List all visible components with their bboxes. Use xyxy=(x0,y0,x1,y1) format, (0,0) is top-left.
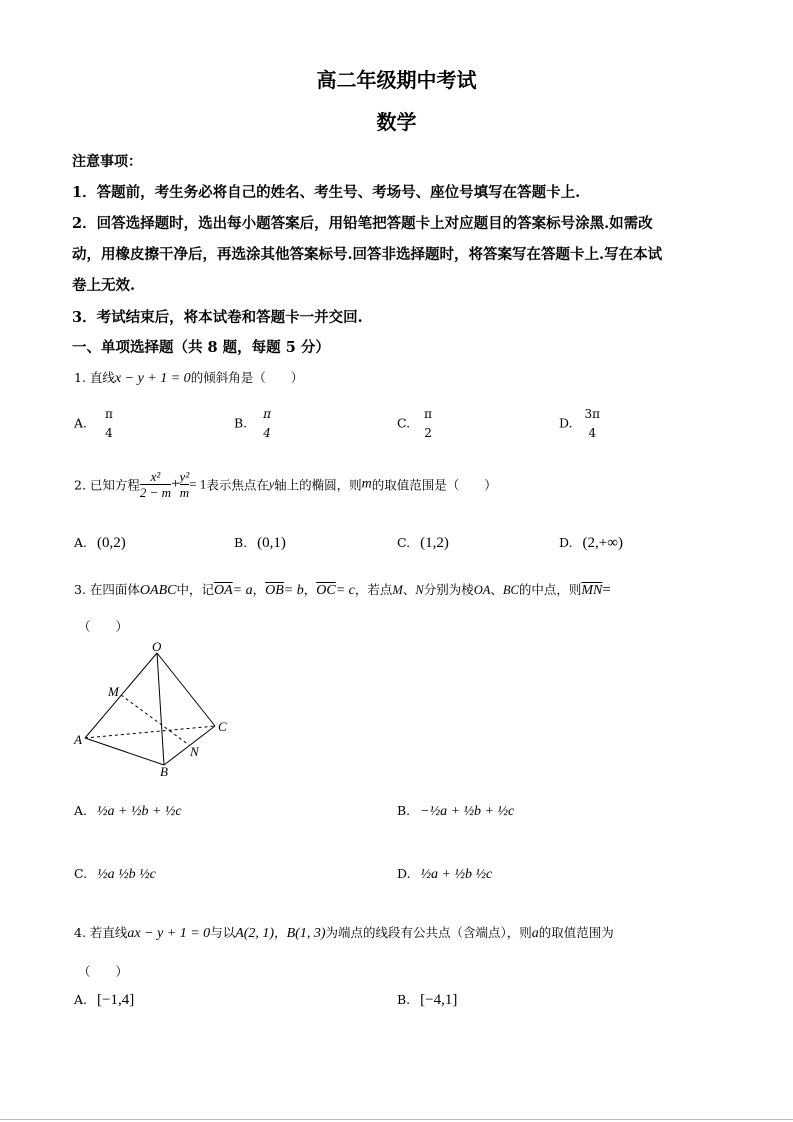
q4-paren: （ ） xyxy=(78,964,129,979)
q2-equals: = 1 xyxy=(189,476,207,492)
label-m: M xyxy=(108,684,119,699)
edge-ob xyxy=(157,653,164,765)
q3-option-d-label: D. xyxy=(397,866,411,881)
q4-line: ax − y + 1 = 0 xyxy=(127,926,211,941)
q4-mid1: 与以 xyxy=(210,925,236,940)
label-n: N xyxy=(190,744,199,759)
subject-title: 数学 xyxy=(376,110,417,134)
q2-var: m xyxy=(361,476,372,492)
q3-edge-bc: BC xyxy=(502,583,519,597)
q1-option-a[interactable] xyxy=(74,408,113,440)
q2-frac1-den: 2 − m xyxy=(139,485,172,500)
q3-paren: （ ） xyxy=(78,619,129,634)
edge-ac-hidden xyxy=(85,726,215,738)
q2-prefix: 2. 已知方程 xyxy=(74,477,140,493)
q2-axis: y xyxy=(268,477,275,491)
q1-option-c-label: C. xyxy=(397,415,411,431)
q1-option-d-label: D. xyxy=(559,415,573,431)
notice-item-3: 3．考试结束后，将本试卷和答题卡一并交回. xyxy=(72,309,363,326)
q1-option-a-den: 4 xyxy=(105,426,113,440)
q3-option-c[interactable] xyxy=(74,866,156,883)
q2-middle: 表示焦点在 xyxy=(206,477,269,493)
q2-frac2-den: m xyxy=(179,485,190,500)
page-bottom-divider xyxy=(0,1119,793,1120)
q4-option-b-label: B. xyxy=(397,992,411,1007)
q3-option-a[interactable] xyxy=(74,803,182,820)
notice-item-2-line-1: 2．回答选择题时，选出每小题答案后，用铅笔把答题卡上对应题目的答案标号涂黑.如需改 xyxy=(72,215,653,232)
q1-option-d-fraction xyxy=(585,408,601,440)
q3-edge-oa: OA xyxy=(473,583,491,597)
question-3: 3. 在四面体OABC中，记$\overline{OA}= a$，$\overline{OB}= b$，$\overline{OC}= c$，若点M、N分别为棱OA、BC的中点，则$\overline{MN}=$ xyxy=(74,582,611,598)
q3-option-c-expr: ½a ½b ½c xyxy=(97,867,156,882)
q2-middle-2: 轴上的椭圆，则 xyxy=(274,477,362,493)
q1-option-c-num: π xyxy=(424,407,432,421)
q1-option-c-fraction xyxy=(424,408,432,440)
label-a: A xyxy=(74,732,82,747)
q3-vector-mn: $\overline{MN}$ xyxy=(581,583,603,598)
q4-point-b: B(1, 3) xyxy=(286,926,326,941)
q1-option-b-den: 4 xyxy=(263,426,271,440)
q3-mid4: 的中点，则 xyxy=(518,582,582,597)
q3-option-c-label: C. xyxy=(74,866,88,881)
question-4 xyxy=(74,923,614,942)
notice-item-2-line-3: 卷上无效. xyxy=(72,277,136,294)
q3-mid2: ，若点 xyxy=(354,582,393,597)
segment-mn-hidden xyxy=(121,695,189,745)
q1-prefix: 1. 直线 xyxy=(74,370,115,385)
section-heading-single-choice: 一、单项选择题（共 8 题，每题 5 分） xyxy=(72,339,330,356)
q4-option-a-label: A. xyxy=(74,992,88,1007)
q3-sep: 、 xyxy=(402,582,416,597)
q3-option-b[interactable] xyxy=(397,803,514,820)
q4-mid2: 为端点的线段有公共点（含端点），则 xyxy=(325,925,532,940)
label-c: C xyxy=(218,719,227,734)
q1-option-d-den: 4 xyxy=(588,426,597,440)
q4-option-b-value: [−4,1] xyxy=(420,992,458,1008)
q2-option-a-label: A. xyxy=(74,535,88,550)
q1-option-a-num: π xyxy=(105,407,113,421)
notice-item-2-line-2: 动，用橡皮擦干净后，再选涂其他答案标号.回答非选择题时，将答案写在答题卡上.写在本试 xyxy=(72,246,663,263)
q2-plus: + xyxy=(171,476,180,492)
q3-prefix: 3. 在四面体 xyxy=(74,582,140,597)
q4-prefix: 4. 若直线 xyxy=(74,925,128,940)
q1-option-b-num: π xyxy=(263,407,272,421)
q3-point-n: N xyxy=(415,583,424,597)
q2-option-a-value: (0,2) xyxy=(97,535,126,551)
edge-ab xyxy=(85,738,164,765)
edge-oc xyxy=(157,653,215,726)
q3-option-a-expr: ½a + ½b + ½c xyxy=(97,804,182,819)
q1-suffix: 的倾斜角是（ ） xyxy=(190,370,304,385)
q4-comma: ， xyxy=(274,925,287,940)
q3-option-a-label: A. xyxy=(74,803,88,818)
q3-option-d-expr: ½a + ½b ½c xyxy=(420,867,493,882)
q3-option-b-expr: −½a + ½b + ½c xyxy=(420,804,515,819)
q3-eq-b: = b xyxy=(283,583,304,598)
q2-option-b-value: (0,1) xyxy=(257,535,286,551)
q2-frac1-num: x² xyxy=(150,469,161,484)
q4-suffix: 的取值范围为 xyxy=(538,925,614,940)
q1-option-b[interactable] xyxy=(234,408,271,440)
q2-fraction-2 xyxy=(180,470,190,499)
q3-option-b-label: B. xyxy=(397,803,411,818)
q2-fraction-1 xyxy=(140,470,171,499)
q1-option-c-den: 2 xyxy=(424,426,432,440)
q4-option-a[interactable] xyxy=(74,992,134,1009)
q4-option-a-value: [−1,4] xyxy=(97,992,135,1008)
q2-frac2-num: y² xyxy=(179,469,190,484)
q1-option-d-num: 3π xyxy=(584,407,601,421)
question-2 xyxy=(74,470,497,499)
label-b: B xyxy=(160,764,168,779)
q3-mid3: 分别为棱 xyxy=(423,582,474,597)
q3-vector-oc: $\overline{OC}$ xyxy=(316,583,336,598)
q3-eq-c: = c xyxy=(335,583,355,598)
q3-point-m: M xyxy=(392,583,403,597)
q3-vector-ob: $\overline{OB}$ xyxy=(265,583,284,598)
q1-option-b-label: B. xyxy=(234,415,248,431)
q1-option-a-label: A. xyxy=(74,415,88,431)
q2-option-c[interactable] xyxy=(397,535,449,552)
q4-var: a xyxy=(531,926,539,941)
q4-point-a: A(2, 1) xyxy=(235,926,275,941)
q3-equals: = xyxy=(602,582,611,598)
q2-option-d[interactable] xyxy=(559,535,623,552)
q1-option-d[interactable] xyxy=(559,408,600,440)
q2-option-b-label: B. xyxy=(234,535,248,550)
label-o: O xyxy=(152,640,162,654)
q1-option-b-fraction xyxy=(263,408,271,440)
page-title: 高二年级期中考试 xyxy=(316,68,477,92)
q3-option-d[interactable] xyxy=(397,866,492,883)
tetrahedron-figure xyxy=(70,640,240,785)
q2-option-a[interactable] xyxy=(74,535,126,552)
q3-vector-oa: $\overline{OA}$ xyxy=(213,583,233,598)
notice-heading: 注意事项： xyxy=(72,154,142,170)
q2-option-d-value: (2,+∞) xyxy=(582,535,623,551)
q3-mid1: 中，记 xyxy=(176,582,214,597)
q3-eq-a: = a xyxy=(232,583,253,598)
q2-suffix: 的取值范围是（ ） xyxy=(371,477,497,493)
q3-tetrahedron: OABC xyxy=(139,583,177,598)
q2-option-c-label: C. xyxy=(397,535,411,550)
q2-option-d-label: D. xyxy=(559,535,573,550)
notice-item-1: 1．答题前，考生务必将自己的姓名、考生号、考场号、座位号填写在答题卡上. xyxy=(72,184,581,201)
question-1 xyxy=(74,368,303,387)
q1-option-c[interactable] xyxy=(397,408,432,440)
q4-option-b[interactable] xyxy=(397,992,457,1009)
q2-option-b[interactable] xyxy=(234,535,286,552)
q1-equation: x − y + 1 = 0 xyxy=(114,371,191,386)
q1-option-a-fraction xyxy=(105,408,113,440)
q2-option-c-value: (1,2) xyxy=(420,535,449,551)
